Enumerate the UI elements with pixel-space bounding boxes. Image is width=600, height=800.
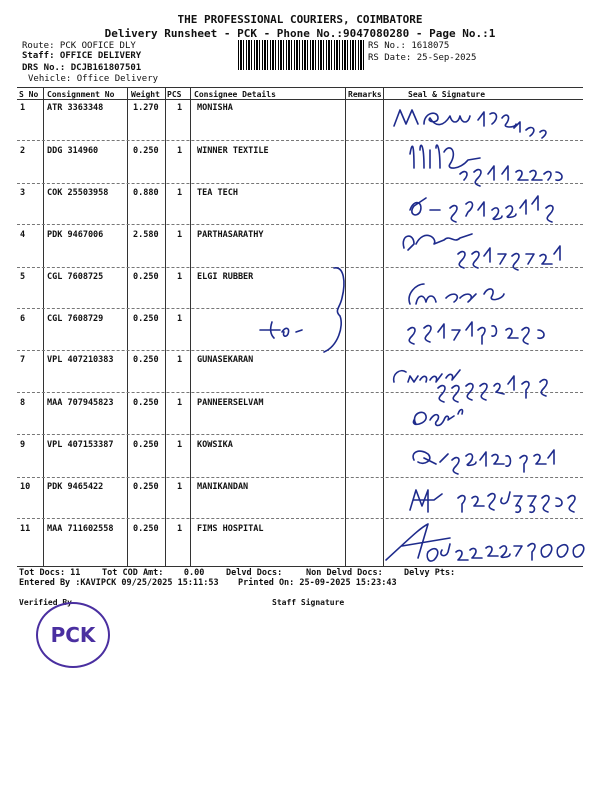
- row-weight: 0.880: [133, 188, 159, 198]
- vehicle-label: Vehicle: Office Delivery: [28, 74, 159, 84]
- row-pcs: 1: [177, 398, 183, 408]
- header-pcs: PCS: [167, 90, 182, 99]
- row-consignment: CGL 7608725: [47, 272, 104, 282]
- handwritten-bracket-mark: [250, 262, 350, 362]
- row-consignee: PARTHASARATHY: [197, 230, 264, 240]
- row-pcs: 1: [177, 355, 183, 365]
- row-weight: 0.250: [133, 482, 159, 492]
- route-label: Route: PCK OOFICE DLY: [22, 41, 136, 51]
- header-weight: Weight: [131, 90, 160, 99]
- row-consignment: MAA 707945823: [47, 398, 114, 408]
- row-pcs: 1: [177, 188, 183, 198]
- row-weight: 0.250: [133, 440, 159, 450]
- row-consignee: GUNASEKARAN: [197, 355, 254, 365]
- column-divider: [165, 88, 166, 566]
- row-consignee: MANIKANDAN: [197, 482, 249, 492]
- row-consignee: MONISHA: [197, 103, 233, 113]
- row-consignee: PANNEERSELVAM: [197, 398, 264, 408]
- handwritten-signatures: [380, 98, 600, 568]
- row-weight: 0.250: [133, 314, 159, 324]
- runsheet-subtitle: Delivery Runsheet - PCK - Phone No.:9047080280 - Page No.:1: [104, 27, 496, 40]
- row-sno: 9: [20, 440, 26, 450]
- row-consignee: WINNER TEXTILE: [197, 146, 269, 156]
- row-consignee: FIMS HOSPITAL: [197, 524, 264, 534]
- row-consignment: VPL 407210383: [47, 355, 114, 365]
- row-sno: 10: [20, 482, 31, 492]
- row-weight: 0.250: [133, 272, 159, 282]
- row-consignment: COK 25503958: [47, 188, 109, 198]
- row-sno: 5: [20, 272, 26, 282]
- row-consignment: MAA 711602558: [47, 524, 114, 534]
- row-consignment: PDK 9465422: [47, 482, 104, 492]
- row-pcs: 1: [177, 103, 183, 113]
- row-sno: 7: [20, 355, 26, 365]
- row-pcs: 1: [177, 440, 183, 450]
- row-weight: 0.250: [133, 524, 159, 534]
- row-sno: 2: [20, 146, 26, 156]
- tot-docs: Tot Docs: 11: [19, 568, 81, 578]
- row-pcs: 1: [177, 230, 183, 240]
- row-consignee: ELGI RUBBER: [197, 272, 254, 282]
- stamp-text: PCK: [50, 623, 96, 647]
- column-divider: [127, 88, 128, 566]
- column-divider: [190, 88, 191, 566]
- entered-by: Entered By :KAVIPCK 09/25/2025 15:11:53: [19, 578, 219, 588]
- pck-stamp: [36, 602, 110, 668]
- row-sno: 1: [20, 103, 26, 113]
- company-title: THE PROFESSIONAL COURIERS, COIMBATORE: [177, 13, 423, 26]
- row-weight: 0.250: [133, 146, 159, 156]
- row-consignee: KOWSIKA: [197, 440, 233, 450]
- row-consignment: DDG 314960: [47, 146, 99, 156]
- tot-cod-amt: Tot COD Amt: 0.00: [102, 568, 205, 578]
- row-pcs: 1: [177, 482, 183, 492]
- row-consignment: VPL 407153387: [47, 440, 114, 450]
- row-consignee: TEA TECH: [197, 188, 238, 198]
- header-seal: Seal & Signature: [408, 90, 486, 99]
- row-pcs: 1: [177, 272, 183, 282]
- rs-date: RS Date: 25-Sep-2025: [368, 53, 477, 63]
- delvd-docs: Delvd Docs:: [226, 568, 283, 578]
- verified-by-label: Verified By: [19, 598, 72, 607]
- row-sno: 8: [20, 398, 26, 408]
- row-consignment: CGL 7608729: [47, 314, 104, 324]
- row-weight: 0.250: [133, 398, 159, 408]
- row-pcs: 1: [177, 146, 183, 156]
- column-divider: [43, 88, 44, 566]
- rs-number: RS No.: 1618075: [368, 41, 450, 51]
- row-consignment: PDK 9467006: [47, 230, 104, 240]
- staff-label: Staff: OFFICE DELIVERY: [22, 51, 142, 61]
- header-consignee: Consignee Details: [194, 90, 276, 99]
- header-remarks: Remarks: [348, 90, 382, 99]
- barcode: [238, 40, 364, 70]
- row-sno: 4: [20, 230, 26, 240]
- drs-number: DRS No.: DCJB161807501: [22, 63, 142, 73]
- delvy-pts: Delvy Pts:: [404, 568, 456, 578]
- row-pcs: 1: [177, 524, 183, 534]
- row-weight: 2.580: [133, 230, 159, 240]
- printed-on: Printed On: 25-09-2025 15:23:43: [238, 578, 397, 588]
- header-sno: S No: [19, 90, 39, 99]
- row-sno: 11: [20, 524, 31, 534]
- row-sno: 3: [20, 188, 26, 198]
- staff-signature-label: Staff Signature: [272, 598, 345, 607]
- header-consignment: Consignment No: [47, 90, 115, 99]
- table-top-border: [17, 87, 583, 88]
- row-sno: 6: [20, 314, 26, 324]
- row-weight: 1.270: [133, 103, 159, 113]
- non-delvd-docs: Non Delvd Docs:: [306, 568, 383, 578]
- row-pcs: 1: [177, 314, 183, 324]
- row-weight: 0.250: [133, 355, 159, 365]
- row-consignment: ATR 3363348: [47, 103, 104, 113]
